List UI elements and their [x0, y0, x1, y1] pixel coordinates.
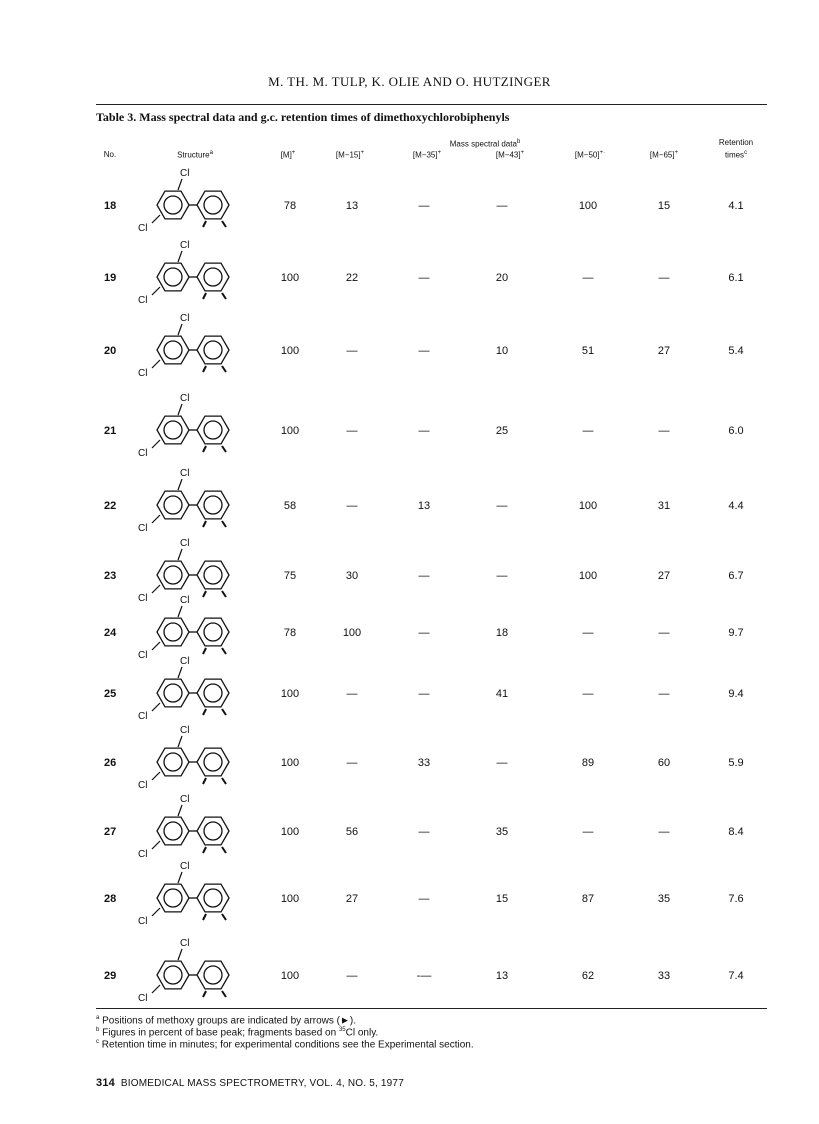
- cell-m65: 35: [657, 893, 671, 905]
- cell-m65: —: [658, 688, 670, 700]
- cell-m43: 15: [495, 893, 509, 905]
- compound-number: 28: [104, 893, 117, 905]
- cell-m35: —: [418, 200, 430, 212]
- table-row: [0, 656, 819, 764]
- cell-m: 100: [280, 757, 300, 769]
- cell-m: 100: [280, 688, 300, 700]
- cell-m: 75: [283, 570, 297, 582]
- cell-rt: 9.7: [728, 627, 744, 639]
- page-number: 314: [96, 1077, 115, 1089]
- cell-rt: 7.4: [728, 970, 744, 982]
- cl-label: Cl: [180, 240, 190, 251]
- cell-m43: 10: [495, 345, 509, 357]
- table-row: [0, 393, 819, 501]
- cell-m43: —: [496, 757, 508, 769]
- compound-number: 25: [104, 688, 117, 700]
- structure-drawing: [130, 310, 280, 380]
- journal-info: BIOMEDICAL MASS SPECTROMETRY, VOL. 4, NO. 5, 1977: [120, 1078, 404, 1089]
- cell-m43: 25: [495, 425, 509, 437]
- cl-label: Cl: [180, 656, 190, 667]
- cl-label: Cl: [180, 861, 190, 872]
- cell-m15: 56: [345, 826, 359, 838]
- cell-m35: —: [418, 893, 430, 905]
- cell-m50: 100: [578, 570, 598, 582]
- cell-m50: 89: [581, 757, 595, 769]
- structure-drawing: [130, 465, 280, 535]
- cl-label: Cl: [180, 393, 190, 404]
- cell-rt: 6.1: [728, 272, 744, 284]
- cl-label: Cl: [138, 448, 148, 459]
- structure-drawing: [130, 935, 280, 1005]
- cl-label: Cl: [180, 595, 190, 606]
- cl-label: Cl: [138, 780, 148, 791]
- top-rule: [96, 104, 767, 105]
- cell-m: 58: [283, 500, 297, 512]
- cell-m43: —: [496, 500, 508, 512]
- compound-number: 21: [104, 425, 117, 437]
- cell-m35: —: [418, 425, 430, 437]
- cell-m: 100: [280, 345, 300, 357]
- cell-rt: 5.4: [728, 345, 744, 357]
- cell-m15: 22: [345, 272, 359, 284]
- cell-m35: —: [418, 688, 430, 700]
- cell-rt: 8.4: [728, 826, 744, 838]
- cell-m65: 31: [657, 500, 671, 512]
- structure-drawing: [130, 390, 280, 460]
- cell-m43: 20: [495, 272, 509, 284]
- cell-m35: —: [418, 345, 430, 357]
- cell-m50: —: [582, 272, 594, 284]
- compound-number: 24: [104, 627, 117, 639]
- footnote-b: $^b$ Figures in percent of base peak; fragments based on $^{35}$Cl only.: [96, 1027, 379, 1039]
- header-m50: [M−50]+·: [574, 150, 606, 160]
- cell-m50: —: [582, 425, 594, 437]
- cl-label: Cl: [138, 295, 148, 306]
- running-head: M. TH. M. TULP, K. OLIE AND O. HUTZINGER: [268, 74, 551, 89]
- structure-drawing: [130, 165, 280, 235]
- compound-number: 20: [104, 345, 117, 357]
- cell-m: 100: [280, 970, 300, 982]
- cell-m50: 51: [581, 345, 595, 357]
- table-row: [0, 240, 819, 348]
- cl-label: Cl: [180, 938, 190, 949]
- table-row: [0, 468, 819, 576]
- cell-m: 78: [283, 627, 297, 639]
- cell-rt: 7.6: [728, 893, 744, 905]
- cell-m65: 60: [657, 757, 671, 769]
- cell-m50: —: [582, 688, 594, 700]
- cell-m15: —: [346, 345, 358, 357]
- cell-m15: 13: [345, 200, 359, 212]
- cell-m: 100: [280, 272, 300, 284]
- cell-m43: 18: [495, 627, 509, 639]
- structure-drawing: [130, 653, 280, 723]
- cell-m15: —: [346, 757, 358, 769]
- table-row: [0, 313, 819, 421]
- table-row: [0, 168, 819, 276]
- compound-number: 27: [104, 826, 117, 838]
- cell-m65: 33: [657, 970, 671, 982]
- cell-rt: 6.7: [728, 570, 744, 582]
- structure-drawing: [130, 592, 280, 662]
- cell-m: 100: [280, 826, 300, 838]
- footnote-a: $^a$ Positions of methoxy groups are indicated by arrows (►).: [96, 1015, 357, 1027]
- cell-rt: 5.9: [728, 757, 744, 769]
- cell-m35: —: [418, 570, 430, 582]
- cell-m15: —: [346, 500, 358, 512]
- cl-label: Cl: [180, 468, 190, 479]
- structure-drawing: [130, 237, 280, 307]
- cell-m65: —: [658, 425, 670, 437]
- cell-m65: —: [658, 272, 670, 284]
- cell-m35: —: [418, 826, 430, 838]
- header-m15: [M−15]+: [335, 150, 365, 160]
- cell-rt: 4.1: [728, 200, 744, 212]
- cell-m65: 27: [657, 570, 671, 582]
- cell-m50: 100: [578, 200, 598, 212]
- header-structure: Structure$^a$: [177, 150, 213, 160]
- structure-drawing: [130, 722, 280, 792]
- structure-drawing: [130, 791, 280, 861]
- cell-m15: —: [346, 970, 358, 982]
- structure-drawing: [130, 858, 280, 928]
- cell-m65: —: [658, 627, 670, 639]
- footnote-c: $^c$ Retention time in minutes; for experimental conditions see the Experimental section.: [96, 1039, 474, 1051]
- cell-m15: 100: [342, 627, 362, 639]
- header-m65: [M−65]+: [649, 150, 679, 160]
- cell-m65: —: [658, 826, 670, 838]
- header-retention: Retention times$^c$: [718, 138, 754, 160]
- cell-m15: 27: [345, 893, 359, 905]
- cl-label: Cl: [138, 523, 148, 534]
- compound-number: 18: [104, 200, 117, 212]
- table-row: [0, 861, 819, 969]
- cl-label: Cl: [138, 711, 148, 722]
- cl-label: Cl: [138, 650, 148, 661]
- compound-number: 22: [104, 500, 117, 512]
- header-no: No.: [103, 150, 117, 159]
- cell-m35: -—: [416, 970, 432, 982]
- cell-m65: 15: [657, 200, 671, 212]
- cl-label: Cl: [138, 593, 148, 604]
- cl-label: Cl: [138, 849, 148, 860]
- cell-m43: —: [496, 200, 508, 212]
- compound-number: 29: [104, 970, 117, 982]
- cell-rt: 6.0: [728, 425, 744, 437]
- compound-number: 19: [104, 272, 117, 284]
- cl-label: Cl: [138, 223, 148, 234]
- cl-label: Cl: [138, 368, 148, 379]
- cell-m43: 13: [495, 970, 509, 982]
- cell-m: 100: [280, 893, 300, 905]
- cell-m: 100: [280, 425, 300, 437]
- table-row: [0, 725, 819, 833]
- cl-label: Cl: [180, 725, 190, 736]
- cl-label: Cl: [180, 168, 190, 179]
- cl-label: Cl: [180, 538, 190, 549]
- cell-rt: 9.4: [728, 688, 744, 700]
- header-m43: [M−43]+: [495, 150, 525, 160]
- table-caption: Table 3. Mass spectral data and g.c. retention times of dimethoxychlorobiphenyls: [96, 110, 510, 124]
- cell-m: 78: [283, 200, 297, 212]
- cell-m43: 35: [495, 826, 509, 838]
- cell-m43: 41: [495, 688, 509, 700]
- cell-m35: 13: [417, 500, 431, 512]
- page-footer: [96, 1077, 404, 1089]
- cell-m50: 100: [578, 500, 598, 512]
- cell-m15: 30: [345, 570, 359, 582]
- cl-label: Cl: [138, 993, 148, 1004]
- cell-m35: 33: [417, 757, 431, 769]
- cell-m35: —: [418, 272, 430, 284]
- compound-number: 23: [104, 570, 117, 582]
- compound-number: 26: [104, 757, 117, 769]
- cl-label: Cl: [180, 794, 190, 805]
- cell-m50: —: [582, 826, 594, 838]
- cell-m50: 87: [581, 893, 595, 905]
- cell-m43: —: [496, 570, 508, 582]
- cell-m65: 27: [657, 345, 671, 357]
- cl-label: Cl: [138, 916, 148, 927]
- cell-m50: 62: [581, 970, 595, 982]
- header-m35: [M−35]+: [412, 150, 442, 160]
- header-mass-group: Mass spectral data$^b$: [449, 139, 521, 149]
- cell-m15: —: [346, 688, 358, 700]
- cell-m35: —: [418, 627, 430, 639]
- cell-rt: 4.4: [728, 500, 744, 512]
- header-m: [M]+: [280, 150, 296, 160]
- cell-m50: —: [582, 627, 594, 639]
- cl-label: Cl: [180, 313, 190, 324]
- bottom-rule: [96, 1008, 767, 1009]
- cell-m15: —: [346, 425, 358, 437]
- table-row: [0, 794, 819, 902]
